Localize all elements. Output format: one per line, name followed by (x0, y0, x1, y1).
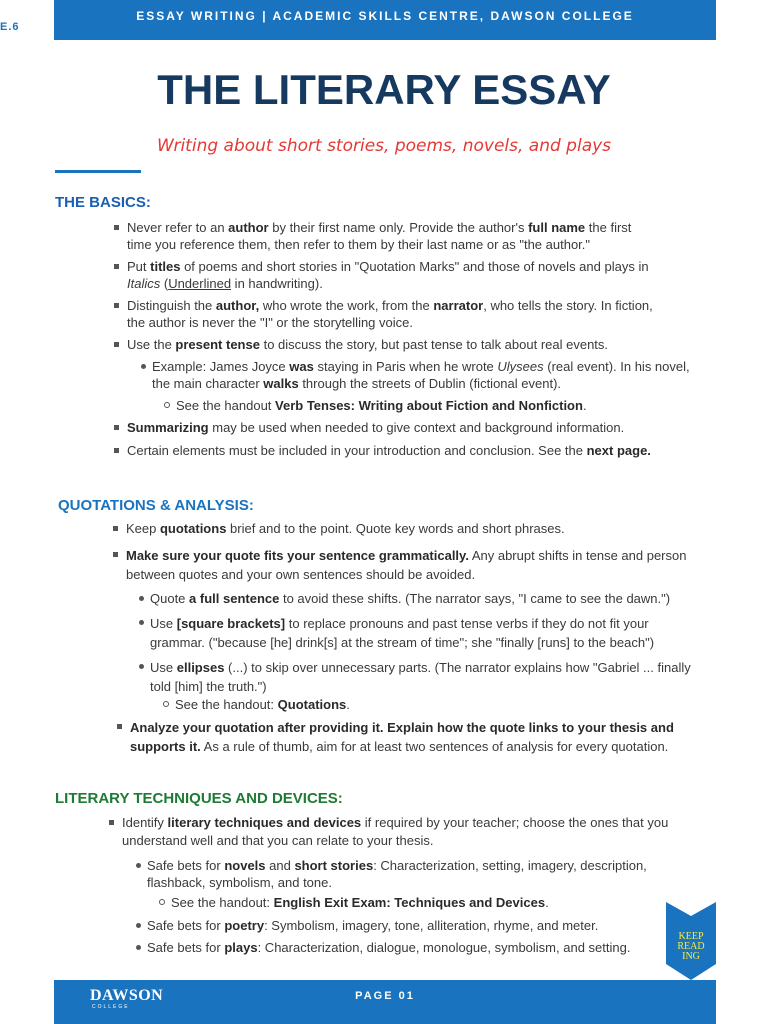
list-item: Analyze your quotation after providing it. Explain how the quote links to your thesis and supports it. As a rule of thumb, aim for at least two sentences of analysis for every quotation. (130, 718, 730, 756)
list-item: Safe bets for novels and short stories: Characterization, setting, imagery, description, flashback, symbolism, and tone. (147, 857, 687, 891)
list-item: Use ellipses (...) to skip over unnecessary parts. (The narrator explains how "Gabriel ... finally told [him] the truth.") (150, 658, 730, 696)
list-item: Certain elements must be included in your introduction and conclusion. See the next page. (127, 442, 727, 459)
list-item: Distinguish the author, who wrote the work, from the narrator, who tells the story. In fiction, the author is never the "I" or the storytelling voice. (127, 297, 727, 331)
section-heading-quotations: QUOTATIONS & ANALYSIS: (58, 497, 254, 514)
list-item: Use [square brackets] to replace pronouns and past tense verbs if they do not fit your grammar. ("because [he] drink[s] at the stream of time"; she "finally [runs] to the beach") (150, 614, 730, 652)
list-item: See the handout: Quotations. (175, 696, 725, 713)
list-item: See the handout Verb Tenses: Writing about Fiction and Nonfiction. (176, 397, 726, 414)
section-heading-literary: LITERARY TECHNIQUES AND DEVICES: (55, 790, 343, 807)
list-item: Safe bets for plays: Characterization, dialogue, monologue, symbolism, and setting. (147, 939, 667, 956)
title-divider (55, 170, 141, 173)
page-title: THE LITERARY ESSAY (157, 66, 611, 113)
keep-reading-label: KEEP READ ING (677, 931, 705, 962)
page-subtitle: Writing about short stories, poems, novels, and plays (156, 136, 612, 156)
section-heading-basics: THE BASICS: (55, 194, 151, 211)
dawson-logo-subtext: COLLEGE (92, 1004, 130, 1010)
list-item: Never refer to an author by their first name only. Provide the author's full name the first time you reference them, then refer to them by their last name or as "the author." (127, 219, 727, 253)
list-item: Keep quotations brief and to the point. Quote key words and short phrases. (126, 520, 726, 537)
list-item: Summarizing may be used when needed to give context and background information. (127, 419, 727, 436)
list-item: Example: James Joyce was staying in Paris when he wrote Ulysees (real event). In his novel, the main character walks through the streets of Dublin (fictional event). (152, 358, 732, 392)
list-item: Use the present tense to discuss the story, but past tense to talk about real events. (127, 336, 727, 353)
page-number: PAGE 01 (355, 990, 415, 1002)
list-item: See the handout: English Exit Exam: Techniques and Devices. (171, 894, 671, 911)
list-item: Identify literary techniques and devices if required by your teacher; choose the ones that you understand well and that you can relate to your thesis. (122, 814, 722, 850)
list-item: Safe bets for poetry: Symbolism, imagery, tone, alliteration, rhyme, and meter. (147, 917, 667, 934)
corner-code: E.6 (0, 21, 20, 33)
list-item: Put titles of poems and short stories in "Quotation Marks" and those of novels and plays in Italics (Underlined in handwriting). (127, 258, 727, 292)
dawson-logo: DAWSON (90, 987, 164, 1004)
list-item: Quote a full sentence to avoid these shifts. (The narrator says, "I came to see the dawn.") (150, 590, 730, 607)
list-item: Make sure your quote fits your sentence grammatically. Any abrupt shifts in tense and person between quotes and your own sentences should be avoided. (126, 546, 726, 584)
header-banner-text: ESSAY WRITING | ACADEMIC SKILLS CENTRE, DAWSON COLLEGE (136, 9, 634, 23)
